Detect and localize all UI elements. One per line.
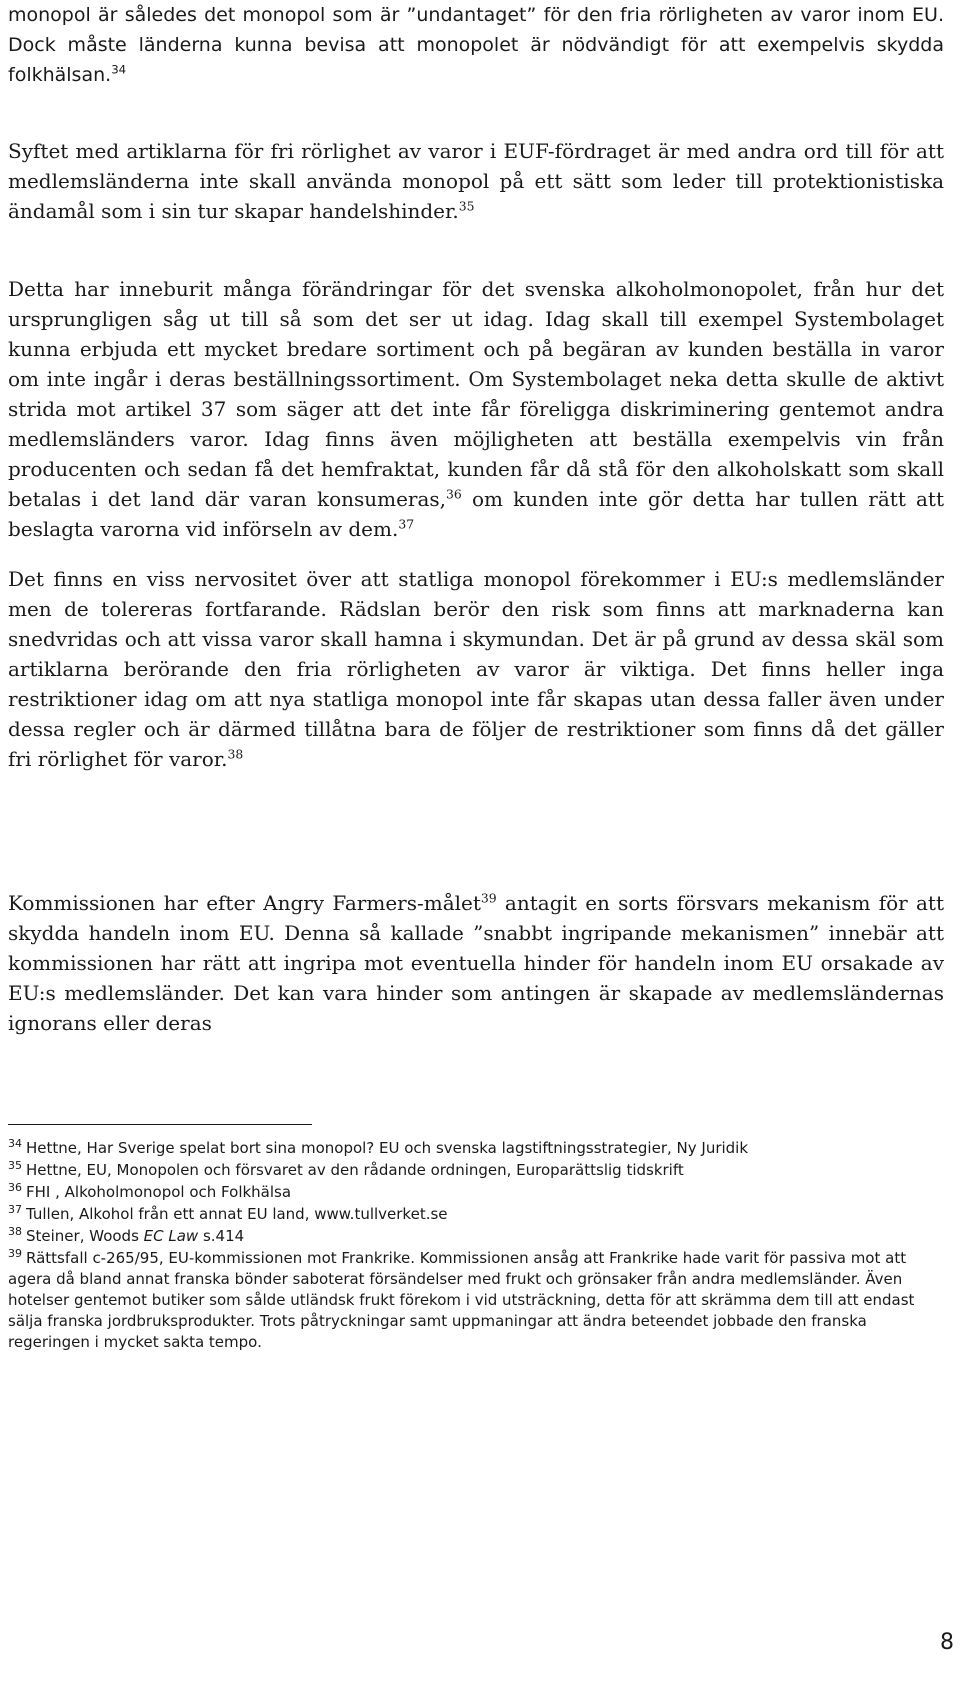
paragraph-monopol-continuation: [8, 0, 944, 90]
footnote-text-after: s.414: [198, 1227, 245, 1245]
footnote-text: Hettne, Har Sverige spelat bort sina monopol? EU och svenska lagstiftningsstrategier, Ny Juridik: [26, 1139, 749, 1157]
footnotes-section: [8, 1138, 920, 1354]
footnote-text: Tullen, Alkohol från ett annat EU land, www.tullverket.se: [26, 1205, 448, 1223]
footnote-number: 39: [8, 1247, 22, 1260]
footnote-text: FHI , Alkoholmonopol och Folkhälsa: [26, 1183, 292, 1201]
footnote-ref-35: 35: [458, 198, 475, 214]
footnote-text: Hettne, EU, Monopolen och försvaret av den rådande ordningen, Europarättslig tidskrift: [26, 1161, 684, 1179]
paragraph-text-part2: om kunden inte gör detta har tullen rätt att beslagta varorna vid införseln av dem.: [8, 487, 944, 541]
paragraph-text-part1: Detta har inneburit många förändringar för det svenska alkoholmonopolet, från hur det ursprungligen såg ut till så som det ser ut idag. Idag skall till exempel Systembolaget kunna erbjuda ett mycket bredare sortiment och på begäran av kunden beställa in varor om inte ingår i deras beställningssortiment. Om Systembolaget neka detta skulle de aktivt strida mot artikel 37 som säger att det inte får föreligga diskriminering gentemot andra medlemsländers varor. Idag finns även möjligheten att beställa exempelvis vin från producenten och sedan få det hemfraktat, kunden får då stå för den alkoholskatt som skall betalas i det land där varan konsumeras,: [8, 277, 944, 511]
paragraph-text: Det finns en viss nervositet över att statliga monopol förekommer i EU:s medlemsländer men de tolereras fortfarande. Rädslan berör den risk som finns att marknaderna kan snedvridas och att vissa varor skall hamna i skymundan. Det är på grund av dessa skäl som artiklarna berörande den fria rörligheten av varor är viktiga. Det finns heller inga restriktioner idag om att nya statliga monopol inte får skapas utan dessa faller även under dessa regler och är därmed tillåtna bara de följer de restriktioner som finns då det gäller fri rörlighet för varor.: [8, 567, 944, 771]
footnote-36: [8, 1182, 920, 1203]
page-number: 8: [940, 1630, 954, 1655]
paragraph-state-monopoly-nervousness: [8, 564, 944, 774]
footnote-ref-37: 37: [398, 516, 415, 532]
footnote-ref-34: 34: [111, 62, 127, 77]
footnote-39: [8, 1248, 920, 1353]
footnote-number: 35: [8, 1159, 22, 1172]
footnote-number: 38: [8, 1225, 22, 1238]
footnote-ref-39: 39: [480, 890, 497, 906]
paragraph-article-purpose: [8, 136, 944, 226]
footnote-35: [8, 1160, 920, 1181]
footnote-38: [8, 1226, 920, 1247]
footnote-number: 37: [8, 1203, 22, 1216]
footnote-34: [8, 1138, 920, 1159]
footnote-ref-36: 36: [446, 486, 462, 502]
footnote-37: [8, 1204, 920, 1225]
footnote-number: 34: [8, 1137, 22, 1150]
footnote-text-before: Steiner, Woods: [26, 1227, 144, 1245]
footnote-text: Rättsfall c-265/95, EU-kommissionen mot Frankrike. Kommissionen ansåg att Frankrike hade varit för passiva mot att agera då bland annat franska bönder saboterat försändelser med frukt och grönsaker från andra medlemsländer. Även hotelser gentemot butiker som sålde utländsk frukt förekom i vid utsträckning, detta för att skrämma dem till att endast sälja franska jordbruksprodukter. Trots påtryckningar samt uppmaningar att ändra beteendet jobbade den franska regeringen i mycket sakta tempo.: [8, 1249, 915, 1351]
footnote-number: 36: [8, 1181, 22, 1194]
paragraph-text-part1: Kommissionen har efter Angry Farmers-målet: [8, 891, 481, 915]
footnote-ref-38: 38: [227, 746, 244, 762]
paragraph-commission-mechanism: [8, 888, 944, 1038]
paragraph-text: Syftet med artiklarna för fri rörlighet av varor i EUF-fördraget är med andra ord till för att medlemsländerna inte skall använda monopol på ett sätt som leder till protektionistiska ändamål som i sin tur skapar handelshinder.: [8, 139, 944, 223]
paragraph-text: monopol är således det monopol som är ”undantaget” för den fria rörligheten av varor inom EU. Dock måste länderna kunna bevisa att monopolet är nödvändigt för att exempelvis skydda folkhälsan.: [8, 4, 944, 86]
footnote-separator: [8, 1124, 312, 1125]
paragraph-swedish-monopoly-changes: [8, 274, 944, 544]
paragraph-text-part2: antagit en sorts försvars mekanism för att skydda handeln inom EU. Denna så kallade ”snabbt ingripande mekanismen” innebär att kommissionen har rätt att ingripa mot eventuella hinder för handeln inom EU orsakade av EU:s medlemsländer. Det kan vara hinder som antingen är skapade av medlemsländernas ignorans eller deras: [8, 891, 944, 1035]
footnote-text-italic: EC Law: [143, 1227, 199, 1245]
